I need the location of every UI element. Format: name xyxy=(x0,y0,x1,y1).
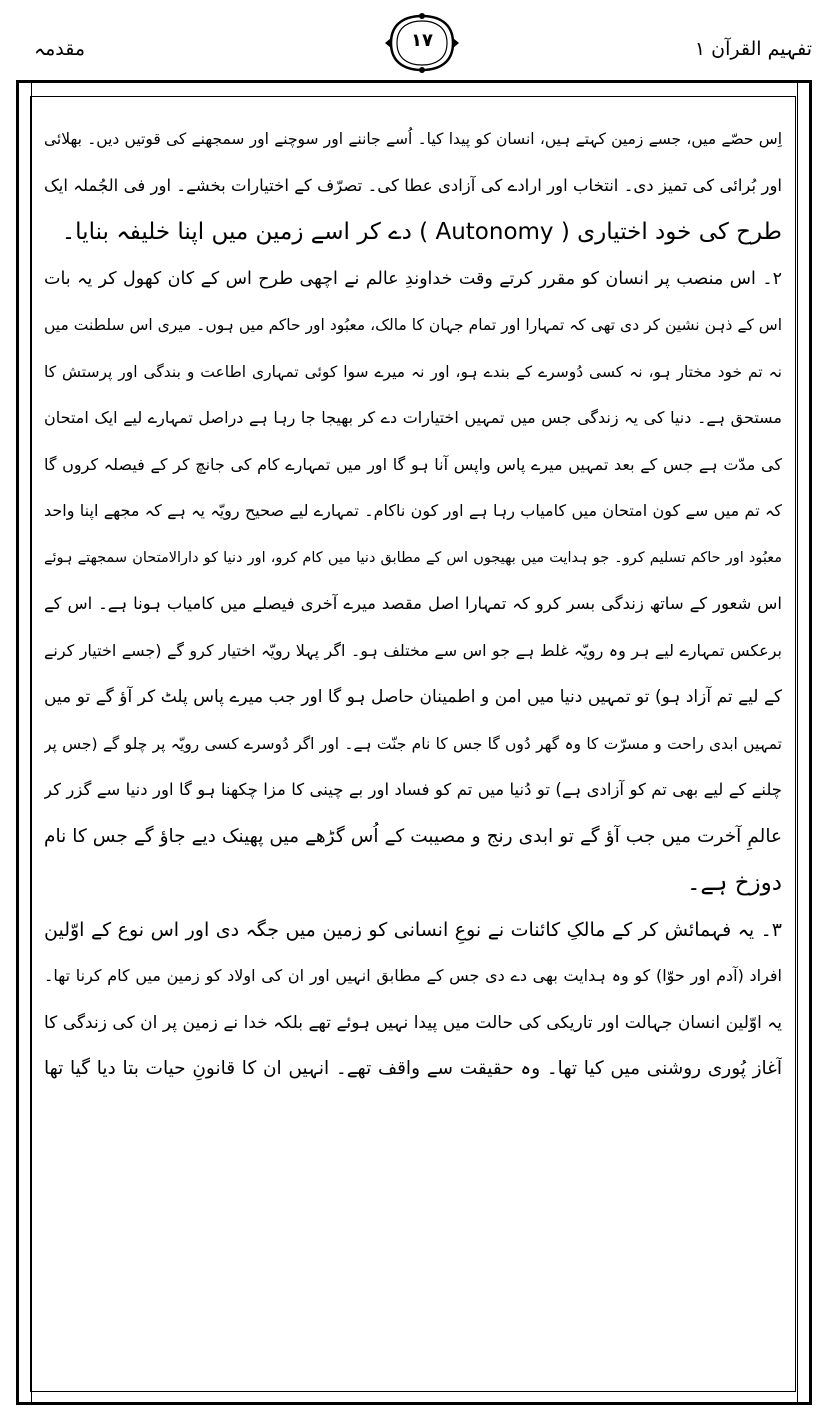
text-line: اس کے ذہن نشین کر دی تھی کہ تمہارا اور تمام جہان کا مالک، معبُود اور حاکم میں ہوں۔ میری اس سلطنت میں xyxy=(44,316,782,334)
page-number: ١٧ xyxy=(411,30,433,51)
text-line: یہ اوّلین انسان جہالت اور تاریکی کی حالت میں پیدا نہیں ہوئے تھے بلکہ خدا نے زمین پر ان کی زندگی کا xyxy=(44,1012,782,1033)
text-line: معبُود اور حاکم تسلیم کرو۔ جو ہدایت میں بھیجوں اس کے مطابق دنیا میں کام کرو، اور دنیا کو دارالامتحان سمجھتے ہوئے xyxy=(44,549,782,566)
right-pillar-ornament xyxy=(797,82,811,1402)
section-title: مقدمہ xyxy=(34,38,86,60)
text-line: ۲۔ اس منصب پر انسان کو مقرر کرتے وقت خداوندِ عالم نے اچھی طرح اس کے کان کھول کر یہ بات xyxy=(44,268,782,289)
text-line: چلنے کے لیے بھی تم کو آزادی ہے) تو دُنیا میں تم کو فساد اور بے چینی کا مزا چکھنا ہو گا اور دنیا سے گزر کر xyxy=(44,780,782,799)
page-header xyxy=(0,0,830,80)
text-line: ۳۔ یہ فہمائش کر کے مالکِ کائنات نے نوعِ انسانی کو زمین میں جگہ دی اور اس نوع کے اوّلین xyxy=(44,918,782,941)
body-text xyxy=(44,116,782,1093)
text-line: مستحق ہے۔ دنیا کی یہ زندگی جس میں تمہیں اختیارات دے کر بھیجا جا رہا ہے دراصل تمہارے لیے ایک امتحان xyxy=(44,408,782,427)
text-line: کی مدّت ہے جس کے بعد تمہیں میرے پاس واپس آنا ہو گا اور میں تمہارے کام کی جانچ کر کے فیصلہ کروں گا xyxy=(44,454,782,474)
text-line: اِس حصّے میں، جسے زمین کہتے ہیں، انسان کو پیدا کیا۔ اُسے جاننے اور سوچنے اور سمجھنے کی قوتیں دیں۔ بھلائی xyxy=(44,130,782,148)
text-line: دوزخ ہے۔ xyxy=(686,870,782,896)
text-line: کے لیے تم آزاد ہو) تو تمہیں دنیا میں امن و اطمینان حاصل ہو گا اور جب میرے پاس پلٹ کر آؤ گے تو میں xyxy=(44,687,782,707)
text-line: کہ تم میں سے کون امتحان میں کامیاب رہا ہے اور کون ناکام۔ تمہارے لیے صحیح رویّہ یہ ہے کہ مجھے اپنا واحد xyxy=(44,501,782,520)
text-line: طرح کی خود اختیاری ( Autonomy ) دے کر اسے زمین میں اپنا خلیفہ بنایا۔ xyxy=(61,219,782,245)
text-line: آغاز پُوری روشنی میں کیا تھا۔ وہ حقیقت سے واقف تھے۔ انہیں ان کا قانونِ حیات بتا دیا گیا تھا xyxy=(44,1058,782,1079)
text-line: اس شعور کے ساتھ زندگی بسر کرو کہ تمہارا اصل مقصد میرے آخری فیصلے میں کامیاب ہونا ہے۔ اس کے xyxy=(44,594,782,613)
text-line: اور بُرائی کی تمیز دی۔ انتخاب اور ارادے کی آزادی عطا کی۔ تصرّف کے اختیارات بخشے۔ اور فی الجُملہ ایک xyxy=(44,175,782,195)
text-line: افراد (آدم اور حوّا) کو وہ ہدایت بھی دے دی جس کے مطابق انہیں اور ان کی اولاد کو زمین میں کام کرنا تھا۔ xyxy=(44,966,782,985)
text-line: نہ تم خود مختار ہو، نہ کسی دُوسرے کے بندے ہو، اور نہ میرے سوا کوئی تمہاری اطاعت و بندگی اور پرستش کا xyxy=(44,362,782,381)
text-line: تمہیں ابدی راحت و مسرّت کا وہ گھر دُوں گا جس کا نام جنّت ہے۔ اور اگر دُوسرے کسی رویّہ پر چلو گے (جس پر xyxy=(44,734,782,753)
text-line: عالمِ آخرت میں جب آؤ گے تو ابدی رنج و مصیبت کے اُس گڑھے میں پھینک دیے جاؤ گے جس کا نام xyxy=(44,825,782,847)
book-title: تفہیم القرآن ۱ xyxy=(694,38,812,60)
page-number-emblem xyxy=(383,12,461,74)
text-line: برعکس تمہارے لیے ہر وہ رویّہ غلط ہے جو اس سے مختلف ہو۔ اگر پہلا رویّہ اختیار کرو گے (جسے اختیار کرنے xyxy=(44,640,782,660)
